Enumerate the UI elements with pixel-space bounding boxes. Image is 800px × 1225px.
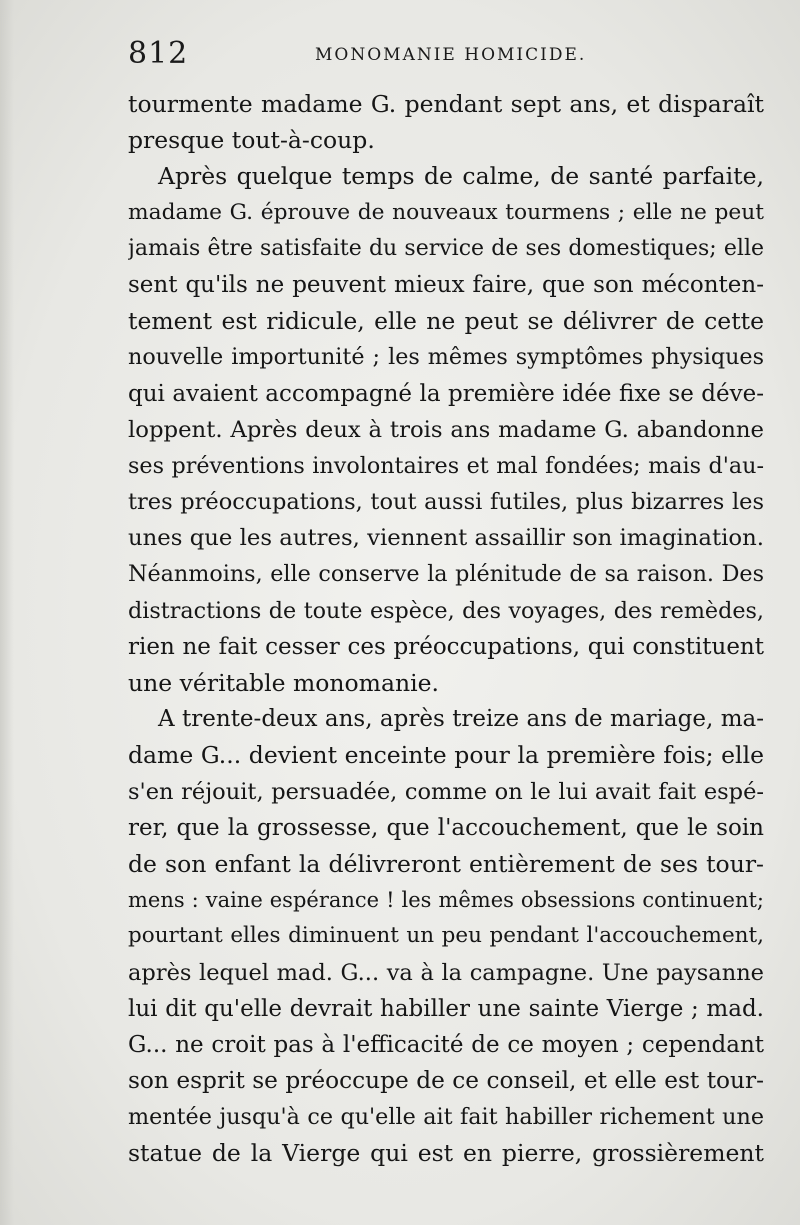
text-line: qui avaient accompagné la première idée fixe se déve- [128, 380, 764, 407]
text-line: jamais être satisfaite du service de ses domestiques; elle [128, 235, 764, 261]
text-line: sent qu'ils ne peuvent mieux faire, que son méconten- [128, 271, 764, 298]
text-line: tement est ridicule, elle ne peut se délivrer de cette [128, 307, 764, 336]
text-line: statue de la Vierge qui est en pierre, grossièrement [128, 1139, 764, 1168]
text-line: s'en réjouit, persuadée, comme on le lui avait fait espé- [128, 778, 764, 805]
text-line: ses préventions involontaires et mal fondées; mais d'au- [128, 452, 764, 479]
page-header [128, 36, 768, 76]
text-line: rien ne fait cesser ces préoccupations, qui constituent [128, 633, 764, 660]
text-line: lui dit qu'elle devrait habiller une sainte Vierge ; mad. [128, 995, 764, 1022]
text-line: Néanmoins, elle conserve la plénitude de sa raison. Des [128, 561, 764, 588]
text-line: A trente-deux ans, après treize ans de mariage, ma- [158, 706, 764, 733]
text-line: après lequel mad. G... va à la campagne. Une paysanne [128, 959, 764, 986]
text-line: son esprit se préoccupe de ce conseil, et elle est tour- [128, 1067, 764, 1095]
text-line: madame G. éprouve de nouveaux tourmens ; elle ne peut [128, 199, 764, 225]
text-line: une véritable monomanie. [128, 669, 440, 697]
text-line: tourmente madame G. pendant sept ans, et disparaît [128, 90, 764, 118]
text-line: distractions de toute espèce, des voyages, des remèdes, [128, 597, 764, 624]
text-line: dame G... devient enceinte pour la première fois; elle [128, 741, 764, 770]
text-line: presque tout-à-coup. [128, 126, 375, 155]
text-line: mens : vaine espérance ! les mêmes obsessions continuent; [128, 888, 764, 913]
text-line: tres préoccupations, tout aussi futiles, plus bizarres les [128, 489, 764, 516]
text-line: rer, que la grossesse, que l'accouchement, que le soin [128, 814, 764, 841]
page-gutter-shadow [0, 0, 14, 1225]
text-line: mentée jusqu'à ce qu'elle ait fait habiller richement une [128, 1104, 764, 1131]
text-line: de son enfant la délivreront entièrement de ses tour- [128, 849, 764, 878]
text-line: G... ne croit pas à l'efficacité de ce moyen ; cependant [128, 1031, 764, 1058]
text-line: loppent. Après deux à trois ans madame G. abandonne [128, 416, 764, 443]
page-number: 812 [128, 36, 189, 71]
text-line: pourtant elles diminuent un peu pendant l'accouchement, [128, 923, 764, 949]
running-head: MONOMANIE HOMICIDE. [315, 45, 587, 65]
body-text [128, 86, 764, 1173]
text-line: nouvelle importunité ; les mêmes symptômes physiques [128, 344, 764, 371]
text-line: Après quelque temps de calme, de santé parfaite, [158, 162, 764, 191]
text-line: unes que les autres, viennent assaillir son imagination. [128, 525, 764, 552]
